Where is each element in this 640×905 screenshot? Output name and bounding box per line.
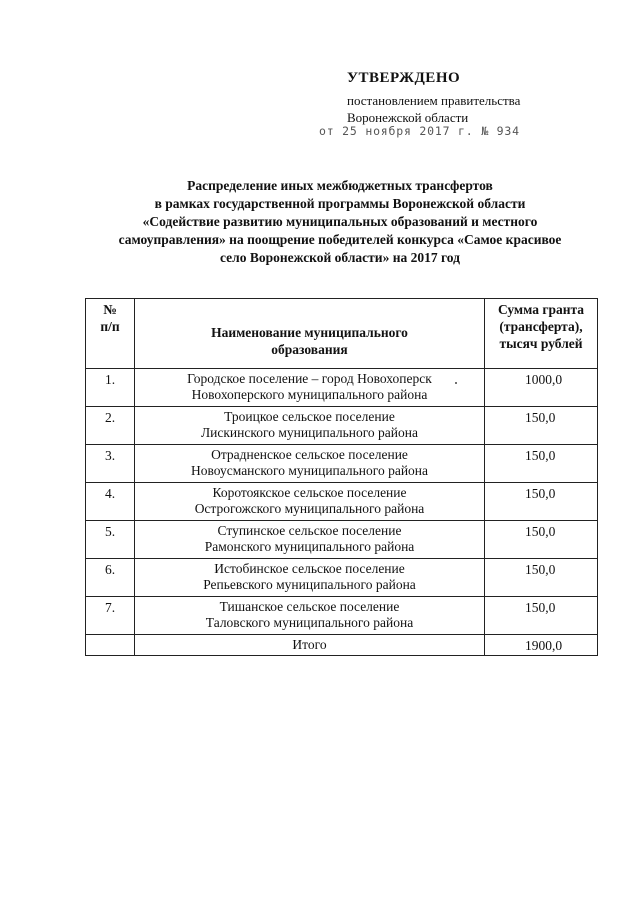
row-sum: 150,0 (485, 597, 598, 635)
total-label: Итого (135, 635, 485, 656)
scan-speck (455, 382, 457, 384)
header-sum-line-1: Сумма гранта (497, 302, 585, 317)
row-municipality (135, 597, 485, 635)
approval-block (319, 70, 617, 138)
table-header-row (86, 299, 598, 369)
row-sum: 150,0 (485, 445, 598, 483)
row-municipality-line-1: Коротоякское сельское поселение (212, 485, 407, 500)
approval-line-1: постановлением правительства (347, 93, 521, 108)
header-municipality-line-1: Наименование муниципального (211, 324, 408, 340)
row-municipality (135, 483, 485, 521)
heading-line-3: «Содействие развитию муниципальных образований и местного (142, 214, 538, 229)
row-municipality-line-2: Новохоперского муниципального района (191, 387, 428, 402)
row-municipality-line-1: Истобинское сельское поселение (214, 561, 405, 576)
document-heading (100, 177, 580, 267)
row-number: 2. (86, 407, 135, 445)
header-municipality (135, 299, 485, 369)
row-municipality-line-2: Репьевского муниципального района (203, 577, 416, 592)
row-number: 1. (86, 369, 135, 407)
row-municipality (135, 407, 485, 445)
row-municipality-line-2: Новоусманского муниципального района (190, 463, 429, 478)
heading-line-5: село Воронежской области» на 2017 год (220, 250, 460, 265)
approval-title: УТВЕРЖДЕНО (347, 70, 461, 86)
row-municipality (135, 559, 485, 597)
heading-line-2: в рамках государственной программы Воронежской области (154, 196, 526, 211)
table-row (86, 483, 598, 521)
row-sum: 150,0 (485, 559, 598, 597)
total-number-cell (86, 635, 135, 656)
row-municipality-line-1: Тишанское сельское поселение (219, 599, 400, 614)
header-number-line-2: п/п (100, 319, 120, 334)
header-sum-line-3: тысяч рублей (499, 336, 583, 351)
table-row (86, 597, 598, 635)
table-row (86, 369, 598, 407)
row-municipality-line-1: Троицкое сельское поселение (224, 409, 395, 424)
row-municipality (135, 369, 485, 407)
row-number: 4. (86, 483, 135, 521)
total-sum: 1900,0 (485, 635, 598, 656)
row-municipality (135, 445, 485, 483)
row-number: 5. (86, 521, 135, 559)
table-row (86, 521, 598, 559)
row-sum: 150,0 (485, 407, 598, 445)
approval-line-2: Воронежской области (347, 110, 469, 125)
row-number: 3. (86, 445, 135, 483)
heading-line-1: Распределение иных межбюджетных трансфертов (187, 178, 493, 193)
table-row (86, 445, 598, 483)
row-number: 7. (86, 597, 135, 635)
row-sum: 150,0 (485, 521, 598, 559)
header-number (86, 299, 135, 369)
grants-table (85, 298, 598, 656)
heading-line-4: самоуправления» на поощрение победителей конкурса «Самое красивое (118, 232, 562, 247)
row-municipality-line-1: Ступинское сельское поселение (217, 523, 402, 538)
row-municipality-line-2: Острогожского муниципального района (194, 501, 425, 516)
table-total-row (86, 635, 598, 656)
row-municipality (135, 521, 485, 559)
row-number: 6. (86, 559, 135, 597)
row-municipality-line-2: Лискинского муниципального района (201, 425, 418, 440)
row-municipality-line-2: Таловского муниципального района (205, 615, 414, 630)
approval-date-stamp: от 25 ноября 2017 г. № 934 (319, 124, 520, 138)
row-municipality-line-2: Рамонского муниципального района (204, 539, 415, 554)
table-row (86, 559, 598, 597)
row-sum: 1000,0 (485, 369, 598, 407)
table-row (86, 407, 598, 445)
header-municipality-line-2: образования (271, 341, 348, 357)
row-municipality-line-1: Городское поселение – город Новохоперск (187, 371, 432, 386)
header-sum-line-2: (трансферта), (499, 319, 583, 334)
header-number-line-1: № (103, 302, 117, 317)
row-sum: 150,0 (485, 483, 598, 521)
header-grant-sum (485, 299, 598, 369)
row-municipality-line-1: Отрадненское сельское поселение (211, 447, 408, 462)
